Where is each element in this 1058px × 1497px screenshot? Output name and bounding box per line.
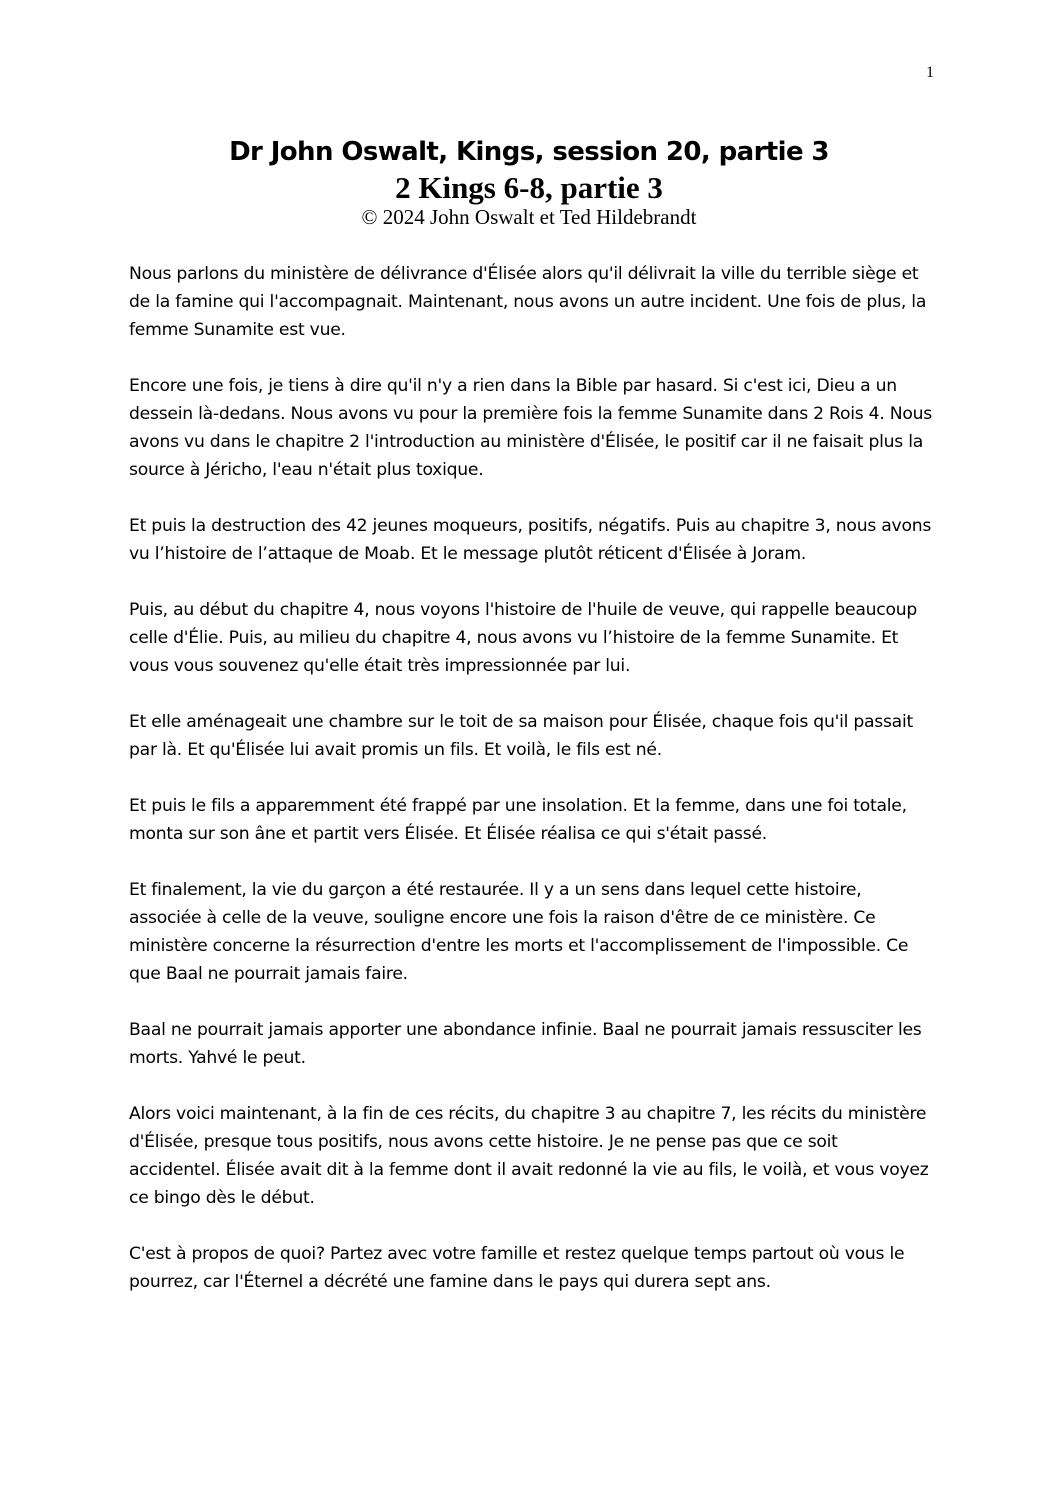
page-number: 1: [926, 64, 934, 81]
paragraph: Nous parlons du ministère de délivrance d'Élisée alors qu'il délivrait la ville du terrible siège et de la famine qui l'accompagnait. Maintenant, nous avons un autre incident. Une fois de plus, la femme Sunamite est vue.: [129, 264, 927, 340]
paragraph: Et elle aménageait une chambre sur le toit de sa maison pour Élisée, chaque fois qu'il passait par là. Et qu'Élisée lui avait promis un fils. Et voilà, le fils est né.: [129, 712, 913, 760]
document-header: [0, 134, 1058, 228]
paragraph: Baal ne pourrait jamais apporter une abondance infinie. Baal ne pourrait jamais ressusciter les morts. Yahvé le peut.: [129, 1020, 922, 1068]
document-subtitle: 2 Kings 6-8, partie 3: [395, 170, 663, 205]
paragraph: Puis, au début du chapitre 4, nous voyons l'histoire de l'huile de veuve, qui rappelle beaucoup celle d'Élie. Puis, au milieu du chapitre 4, nous avons vu l’histoire de la femme Sunamite. Et vous vous souvenez qu'elle était très impressionnée par lui.: [129, 600, 918, 676]
paragraph: Et finalement, la vie du garçon a été restaurée. Il y a un sens dans lequel cette histoire, associée à celle de la veuve, souligne encore une fois la raison d'être de ce ministère. Ce ministère concerne la résurrection d'entre les morts et l'accomplissement de l'impossible. Ce que Baal ne pourrait jamais faire.: [129, 880, 909, 984]
paragraph: C'est à propos de quoi? Partez avec votre famille et restez quelque temps partout où vous le pourrez, car l'Éternel a décrété une famine dans le pays qui durera sept ans.: [129, 1244, 905, 1292]
document-title: Dr John Oswalt, Kings, session 20, partie 3: [229, 137, 829, 167]
copyright-line: © 2024 John Oswalt et Ted Hildebrandt: [361, 205, 697, 229]
paragraph: Alors voici maintenant, à la fin de ces récits, du chapitre 3 au chapitre 7, les récits du ministère d'Élisée, presque tous positifs, nous avons cette histoire. Je ne pense pas que ce soit accidentel. Élisée avait dit à la femme dont il avait redonné la vie au fils, le voilà, et vous voyez ce bingo dès le début.: [129, 1104, 929, 1208]
document-body: [129, 260, 934, 1324]
paragraph: Encore une fois, je tiens à dire qu'il n'y a rien dans la Bible par hasard. Si c'est ici, Dieu a un dessein là-dedans. Nous avons vu pour la première fois la femme Sunamite dans 2 Rois 4. Nous avons vu dans le chapitre 2 l'introduction au ministère d'Élisée, le positif car il ne faisait plus la source à Jéricho, l'eau n'était plus toxique.: [129, 376, 932, 480]
paragraph: Et puis la destruction des 42 jeunes moqueurs, positifs, négatifs. Puis au chapitre 3, nous avons vu l’histoire de l’attaque de Moab. Et le message plutôt réticent d'Élisée à Joram.: [129, 516, 932, 564]
paragraph: Et puis le fils a apparemment été frappé par une insolation. Et la femme, dans une foi totale, monta sur son âne et partit vers Élisée. Et Élisée réalisa ce qui s'était passé.: [129, 796, 907, 844]
